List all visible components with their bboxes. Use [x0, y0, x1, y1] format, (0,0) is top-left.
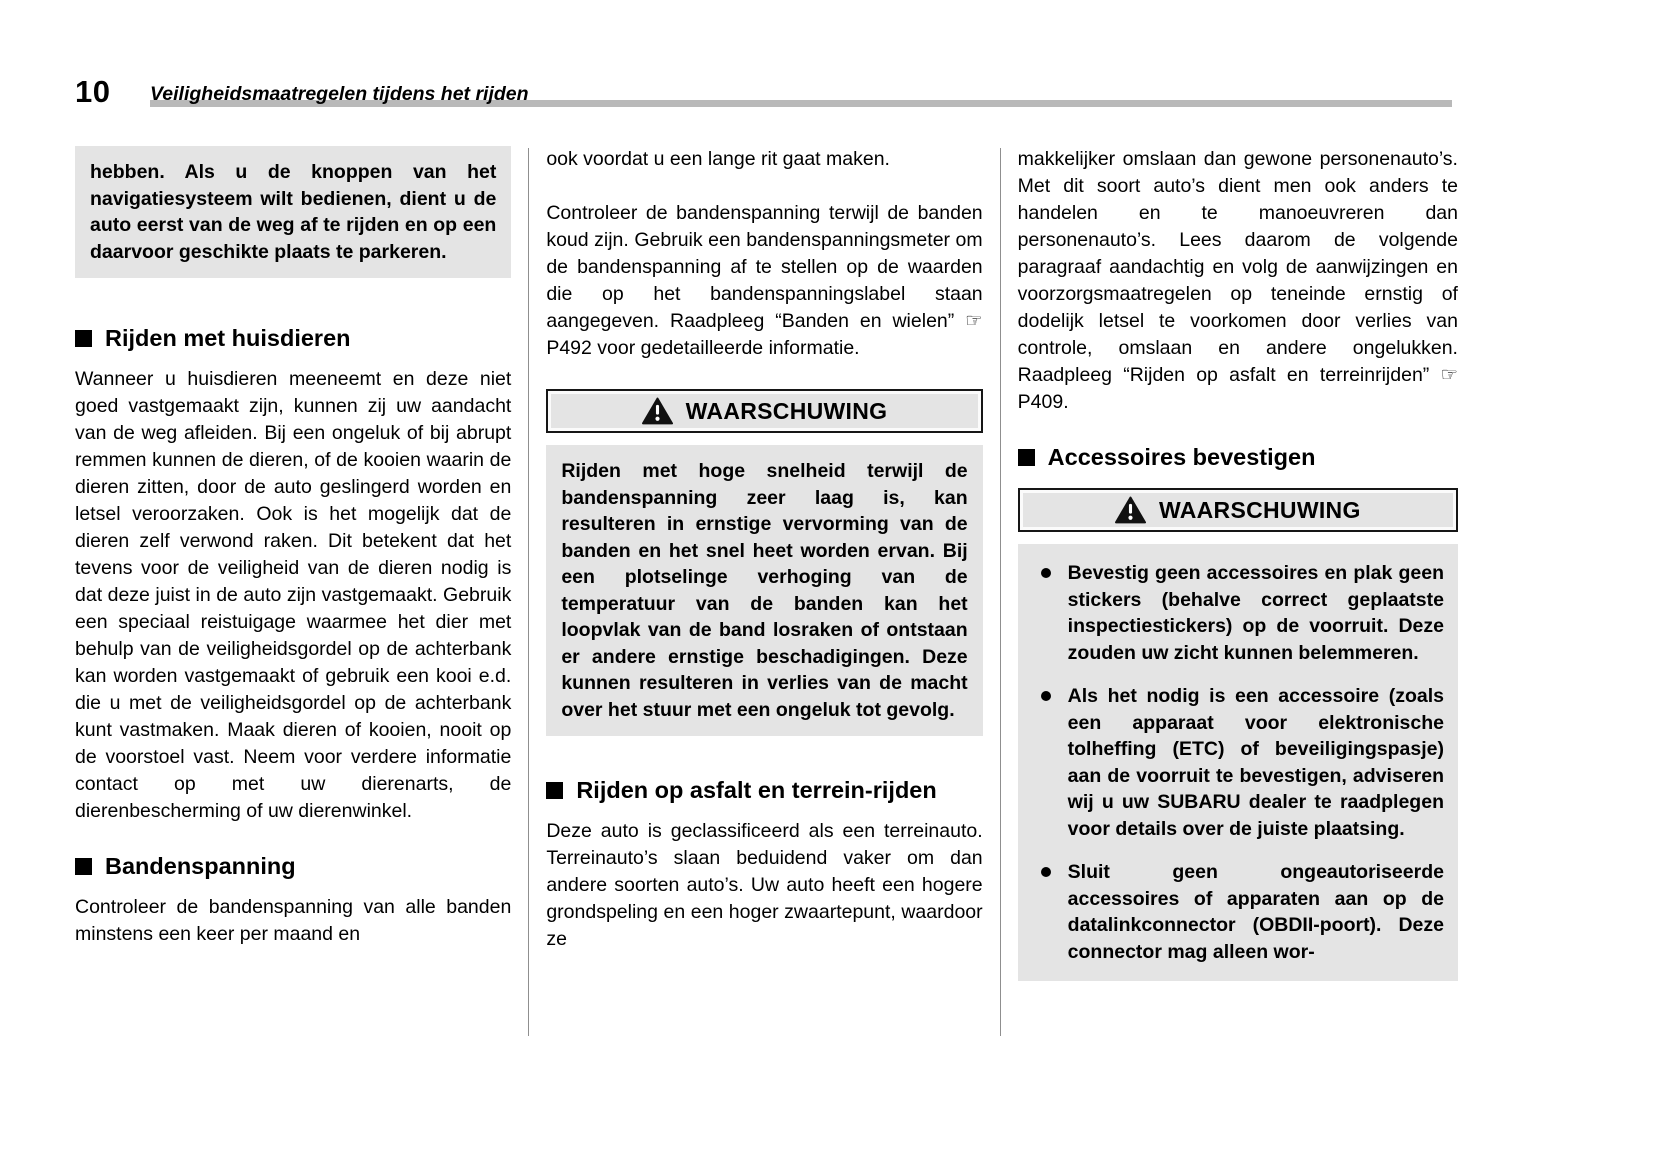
warning-triangle-icon [1115, 496, 1146, 524]
section-heading-label: Rijden met huisdieren [105, 325, 351, 351]
warning-triangle-icon [642, 397, 673, 425]
bullet-text: Sluit geen ongeautoriseerde accessoires of apparaten aan op de datalinkconnector (OBDII-poort). Deze connector mag alleen wor- [1067, 861, 1444, 963]
section-heading-label: Accessoires bevestigen [1047, 444, 1316, 470]
section-heading-bandenspanning [75, 852, 511, 881]
page-number: 10 [75, 74, 111, 109]
page-header [75, 74, 1458, 114]
column-divider [528, 148, 529, 1036]
bullet-icon [1041, 867, 1051, 877]
section-marker-icon [75, 858, 92, 875]
paragraph-huisdieren: Wanneer u huisdieren meeneemt en deze niet goed vastgemaakt zijn, kunnen zij uw aandacht van de weg afleiden. Bij een ongeluk of bij abrupt remmen kunnen de dieren, of de kooien waarin de dieren zitten, door de auto geslingerd worden en letsel veroorzaken. Ook is het mogelijk dat de dieren zelf verwond raken. Dit betekent dat het tevens voor de veiligheid van de dieren nodig is dat deze juist in de auto zijn vastgemaakt. Gebruik een speciaal reistuigage waarmee het dier met behulp van de veiligheidsgordel op de achterbank kan worden vastgemaakt of gebruik een kooi e.d. die u met de veiligheidsgordel op de achterbank kunt vastmaken. Maak dieren of kooien, nooit op de voorstoel vast. Neem voor verdere informatie contact op met uw dierenarts, de dierenbescherming of uw dierenwinkel. [75, 368, 512, 822]
section-heading-huisdieren [75, 324, 511, 353]
bullet-icon [1041, 691, 1051, 701]
paragraph: Controleer de bandenspanning terwijl de banden koud zijn. Gebruik een bandenspanningsmeter om de bandenspanning af te stellen op de waarden die op het bandenspanningslabel staan aangegeven. Raadpleeg “Banden en wielen” ☞P492 voor gedetailleerde informatie. [546, 202, 983, 359]
section-heading-label: Rijden op asfalt en terrein-rijden [576, 777, 937, 803]
section-heading-terreinrijden [546, 776, 982, 805]
columns [75, 146, 1458, 1036]
section-heading-label: Bandenspanning [105, 853, 296, 879]
paragraph: ook voordat u een lange rit gaat maken. [546, 148, 890, 170]
section-marker-icon [546, 782, 563, 799]
warning-label: WAARSCHUWING [1159, 496, 1361, 523]
list-item [1032, 560, 1444, 666]
column-divider [1000, 148, 1001, 1036]
paragraph: makkelijker omslaan dan gewone personenauto’s. Met dit soort auto’s dient men ook anders te handelen en te manoeuvreren dan personenauto’s. Lees daarom de volgende paragraaf aandachtig en volg de aanwijzingen en voorzorgsmaatregelen op teneinde ernstig of dodelijk letsel te voorkomen door verlies van controle, omslaan en andere ongelukken. Raadpleeg “Rijden op asfalt en terreinrijden” ☞P409. [1017, 148, 1458, 413]
list-item [1032, 683, 1444, 842]
warning-continuation-box: hebben. Als u de knoppen van het navigatiesysteem wilt bedienen, dient u de auto eerst van de weg af te rijden en op een daarvoor geschikte plaats te parkeren. [75, 146, 511, 278]
warning-header [546, 389, 982, 433]
column-2 [546, 146, 982, 953]
warning-label: WAARSCHUWING [685, 397, 888, 424]
section-marker-icon [75, 330, 92, 347]
page-title: Veiligheidsmaatregelen tijdens het rijden [150, 83, 529, 105]
bullet-text: Als het nodig is een accessoire (zoals een apparaat voor elektronische tolheffing (ETC) of beveiligingspasje) aan de voorruit te bevestigen, adviseren wij u uw SUBARU dealer te raadplegen voor details over de juiste plaatsing. [1067, 685, 1444, 840]
bullet-icon [1041, 568, 1051, 578]
warning-body: Rijden met hoge snelheid terwijl de bandenspanning zeer laag is, kan resulteren in ernstige vervorming van de banden en het snel heet worden ervan. Bij een plotselinge verhoging van de temperatuur van de banden kan het loopvlak van de band losraken of ontstaan er andere ernstige beschadigingen. Deze kunnen resulteren in verlies van de macht over het stuur met een ongeluk tot gevolg. [546, 445, 982, 736]
paragraph-bandenspanning: Controleer de bandenspanning van alle banden minstens een keer per maand en [75, 896, 512, 945]
warning-bullet-list [1018, 544, 1458, 981]
bullet-text: Bevestig geen accessoires en plak geen stickers (behalve correct geplaatste inspectiestickers) op de voorruit. Deze zouden uw zicht kunnen belemmeren. [1067, 562, 1444, 664]
column-1 [75, 146, 511, 948]
section-heading-accessoires [1018, 443, 1458, 472]
list-item [1032, 859, 1444, 965]
paragraph-terreinrijden: Deze auto is geclassificeerd als een terreinauto. Terreinauto’s slaan beduidend vaker om dan andere soorten auto’s. Uw auto heeft een hogere grondspeling en een hoger zwaartepunt, waardoor ze [546, 820, 983, 950]
warning-header [1018, 488, 1458, 532]
column-3 [1018, 146, 1458, 981]
section-marker-icon [1018, 449, 1035, 466]
